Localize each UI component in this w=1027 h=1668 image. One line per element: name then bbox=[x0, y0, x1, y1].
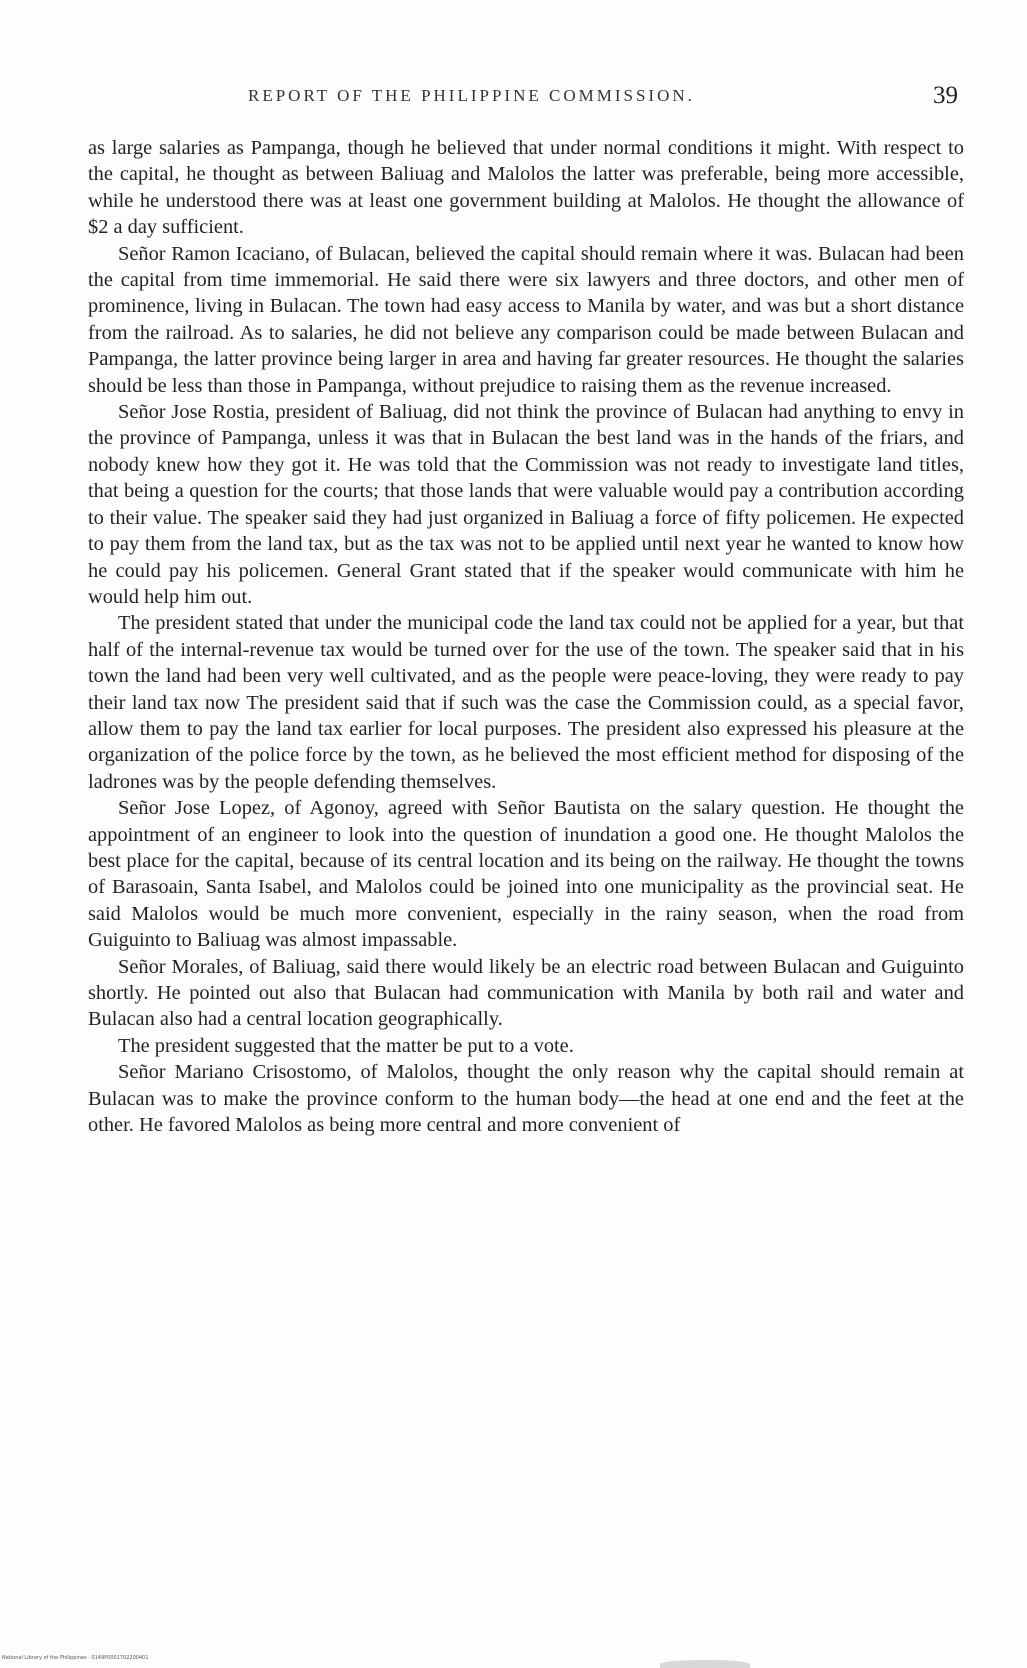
page-number: 39 bbox=[933, 82, 958, 109]
scan-smudge bbox=[660, 1660, 750, 1668]
page-header bbox=[88, 82, 964, 110]
paragraph: The president suggested that the matter be put to a vote. bbox=[118, 1034, 574, 1057]
paragraph: as large salaries as Pampanga, though he believed that under normal conditions it might. With respect to the capital, he thought as between Baliuag and Malolos the latter was preferable, being more accessible, while he understood there was at least one government building at Malolos. He thought the allowance of $2 a day sufficient. bbox=[88, 137, 964, 239]
paragraph: Señor Jose Rostia, president of Baliuag, did not think the province of Bulacan had anything to envy in the province of Pampanga, unless it was that in Bulacan the best land was in the hands of the friars, and nobody knew how they got it. He was told that the Commission was not ready to investigate land titles, that being a question for the courts; that those lands that were valuable would pay a contribution according to their value. The speaker said they had just organized in Baliuag a force of fifty policemen. He expected to pay them from the land tax, but as the tax was not to be applied until next year he wanted to know how he could pay his policemen. General Grant stated that if the speaker would communicate with him he would help him out. bbox=[88, 401, 964, 608]
running-title: REPORT OF THE PHILIPPINE COMMISSION. bbox=[248, 86, 695, 105]
body-text bbox=[88, 135, 964, 1138]
paragraph: Señor Jose Lopez, of Agonoy, agreed with Señor Bautista on the salary question. He thought the appointment of an engineer to look into the question of inundation a good one. He thought Malolos the best place for the capital, because of its central location and its being on the railway. He thought the towns of Barasoain, Santa Isabel, and Malolos could be joined into one municipality as the provincial seat. He said Malolos would be much more convenient, especially in the rainy season, when the road from Guiguinto to Baliuag was almost impassable. bbox=[88, 797, 964, 952]
paragraph: Señor Morales, of Baliuag, said there would likely be an electric road between Bulacan and Guiguinto shortly. He pointed out also that Bulacan had communication with Manila by both rail and water and Bulacan also had a central location geographically. bbox=[88, 955, 964, 1031]
paragraph: Señor Ramon Icaciano, of Bulacan, believed the capital should remain where it was. Bulacan had been the capital from time immemorial. He said there were six lawyers and three doctors, and other men of prominence, living in Bulacan. The town had easy access to Manila by water, and was but a short distance from the railroad. As to salaries, he did not believe any comparison could be made between Bulacan and Pampanga, the latter province being larger in area and having far greater resources. He thought the salaries should be less than those in Pampanga, without prejudice to raising them as the revenue increased. bbox=[88, 242, 964, 397]
scan-footer-note: National Library of the Philippines · 0149P0001702200401 bbox=[2, 1655, 149, 1661]
paragraph: Señor Mariano Crisostomo, of Malolos, thought the only reason why the capital should remain at Bulacan was to make the province conform to the human body—the head at one end and the feet at the other. He favored Malolos as being more central and more convenient of bbox=[88, 1061, 964, 1137]
paragraph: The president stated that under the municipal code the land tax could not be applied for a year, but that half of the internal-revenue tax would be turned over for the use of the town. The speaker said that in his town the land had been very well cultivated, and as the people were peace-loving, they were ready to pay their land tax now The president said that if such was the case the Commission could, as a special favor, allow them to pay the land tax earlier for local purposes. The president also expressed his pleasure at the organization of the police force by the town, as he believed the most efficient method for disposing of the ladrones was by the people defending themselves. bbox=[88, 612, 964, 793]
